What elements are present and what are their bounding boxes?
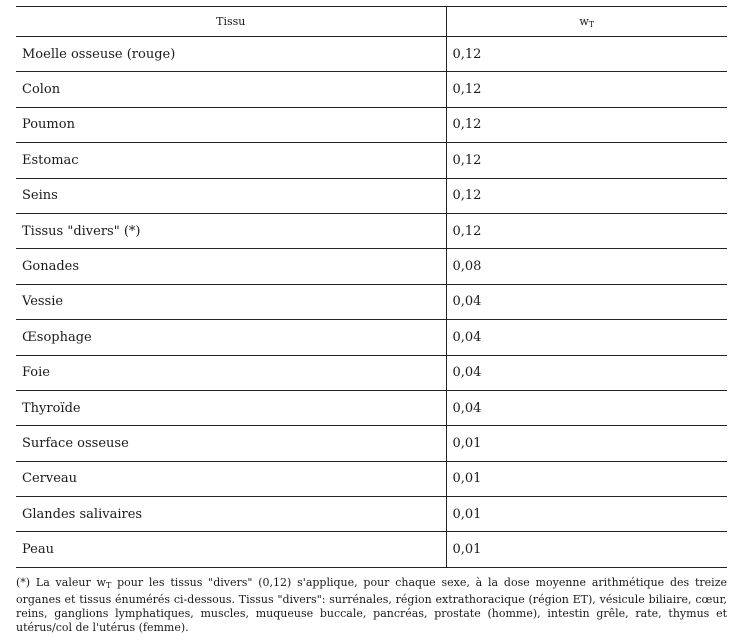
cell-tissu: Foie <box>16 355 446 390</box>
tissue-weighting-table <box>16 6 727 568</box>
table-row <box>16 213 727 248</box>
cell-wt: 0,04 <box>446 284 727 319</box>
table-row <box>16 355 727 390</box>
cell-tissu: Seins <box>16 178 446 213</box>
header-tissu: Tissu <box>16 7 446 37</box>
table-row <box>16 390 727 425</box>
cell-wt: 0,12 <box>446 178 727 213</box>
table-row <box>16 532 727 567</box>
table-row <box>16 178 727 213</box>
table-row <box>16 461 727 496</box>
cell-tissu: Tissus "divers" (*) <box>16 213 446 248</box>
cell-wt: 0,12 <box>446 37 727 72</box>
cell-wt: 0,01 <box>446 497 727 532</box>
table-header-row <box>16 7 727 37</box>
cell-wt: 0,04 <box>446 320 727 355</box>
cell-wt: 0,01 <box>446 532 727 567</box>
cell-tissu: Glandes salivaires <box>16 497 446 532</box>
header-wt-main: w <box>579 14 589 28</box>
table-row <box>16 143 727 178</box>
table-row <box>16 426 727 461</box>
table-row <box>16 320 727 355</box>
footnote <box>16 576 727 635</box>
cell-tissu: Vessie <box>16 284 446 319</box>
cell-wt: 0,04 <box>446 390 727 425</box>
cell-tissu: Estomac <box>16 143 446 178</box>
table-row <box>16 284 727 319</box>
cell-tissu: Gonades <box>16 249 446 284</box>
footnote-part1: (*) La valeur w <box>16 575 106 589</box>
cell-tissu: Peau <box>16 532 446 567</box>
table-row <box>16 497 727 532</box>
cell-tissu: Thyroïde <box>16 390 446 425</box>
cell-wt: 0,01 <box>446 426 727 461</box>
footnote-sub: T <box>105 580 112 590</box>
cell-tissu: Colon <box>16 72 446 107</box>
cell-wt: 0,12 <box>446 107 727 142</box>
header-wt-sub: T <box>588 19 595 29</box>
cell-tissu: Poumon <box>16 107 446 142</box>
cell-wt: 0,12 <box>446 213 727 248</box>
table-row <box>16 249 727 284</box>
cell-tissu: Œsophage <box>16 320 446 355</box>
cell-wt: 0,04 <box>446 355 727 390</box>
table-row <box>16 72 727 107</box>
cell-wt: 0,01 <box>446 461 727 496</box>
document <box>16 6 727 635</box>
table-row <box>16 37 727 72</box>
cell-wt: 0,12 <box>446 143 727 178</box>
table-body <box>16 37 727 568</box>
table-row <box>16 107 727 142</box>
cell-tissu: Surface osseuse <box>16 426 446 461</box>
header-wt <box>446 7 727 37</box>
cell-wt: 0,08 <box>446 249 727 284</box>
cell-tissu: Cerveau <box>16 461 446 496</box>
cell-wt: 0,12 <box>446 72 727 107</box>
cell-tissu: Moelle osseuse (rouge) <box>16 37 446 72</box>
footnote-part2: pour les tissus "divers" (0,12) s'applique, pour chaque sexe, à la dose moyenne arithmétique des treize organes et tissus énumérés ci-dessous. Tissus "divers": surrénales, région extrathoracique (région ET), vésicule biliaire, cœur, reins, ganglions lymphatiques, muscles, muqueuse buccale, pancréas, prostate (homme), intestin grêle, rate, thymus et utérus/col de l'utérus (femme). <box>16 575 727 634</box>
